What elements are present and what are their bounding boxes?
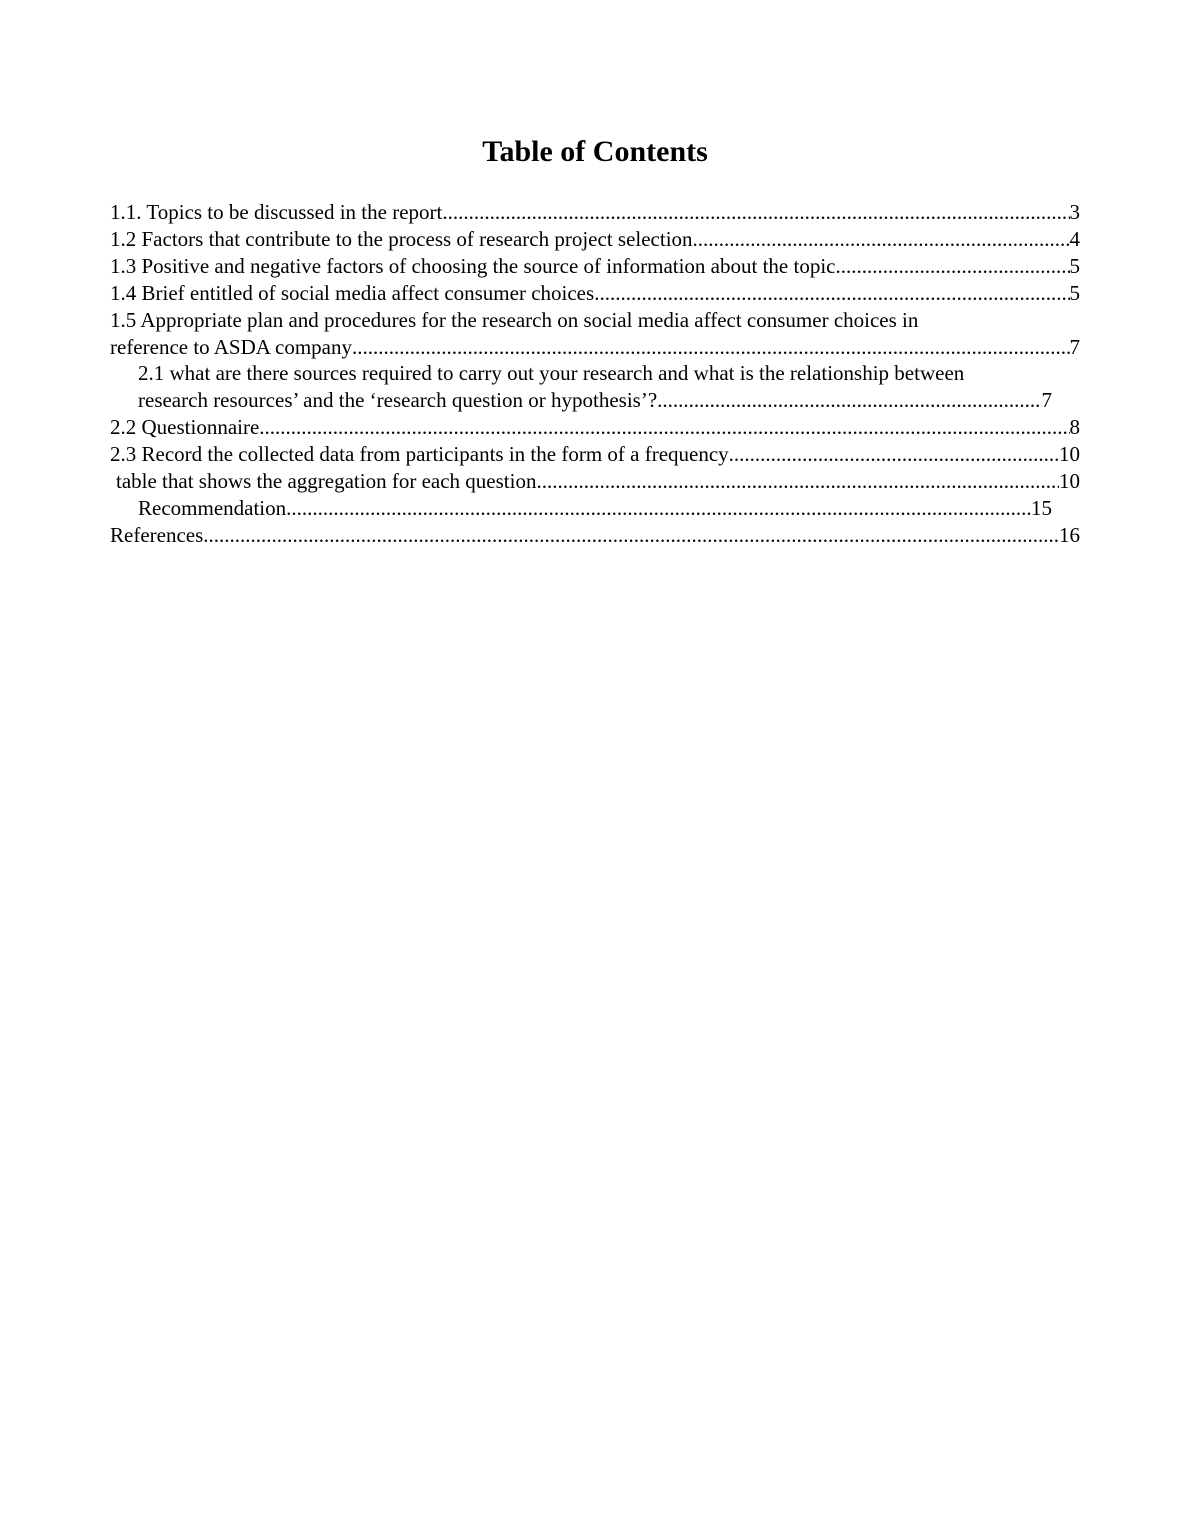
dot-leader — [286, 495, 1031, 522]
toc-entry-text: References — [110, 522, 204, 547]
dot-leader — [259, 414, 1069, 441]
toc-entry-text: 1.1. Topics to be discussed in the report — [110, 200, 443, 224]
toc-entry-2-3[interactable] — [110, 441, 1080, 468]
toc-page-number: 16 — [1059, 522, 1080, 547]
dot-leader — [352, 334, 1069, 361]
dot-leader — [835, 253, 1069, 280]
toc-entry-text: Recommendation — [138, 495, 287, 520]
toc-page-number: 7 — [1069, 334, 1080, 359]
toc-page-number: 15 — [1031, 495, 1052, 520]
toc-entry-text: 2.3 Record the collected data from participants in the form of a frequency — [110, 442, 729, 467]
toc-entry-text: 1.4 Brief entitled of social media affect consumer choices — [110, 280, 595, 305]
toc-entry-1-1[interactable] — [110, 199, 1080, 226]
toc-entry-1-4[interactable] — [110, 280, 1080, 307]
toc-entry-references[interactable] — [110, 522, 1080, 549]
toc-page-number: 5 — [1069, 280, 1080, 305]
dot-leader — [657, 387, 1041, 414]
toc-entry-text: reference to ASDA company — [110, 334, 353, 359]
toc-entry-aggregation-table[interactable] — [110, 468, 1080, 495]
toc-page-number: 8 — [1069, 415, 1080, 440]
dot-leader — [203, 522, 1059, 549]
toc-page-number: 5 — [1069, 253, 1080, 278]
dot-leader — [693, 226, 1070, 253]
toc-page-number: 10 — [1059, 469, 1080, 494]
page-title: Table of Contents — [482, 135, 708, 168]
toc-entry-text: 1.5 Appropriate plan and procedures for the research on social media affect consumer choices in — [110, 307, 919, 332]
toc-entry-text: 2.2 Questionnaire — [110, 415, 260, 440]
toc-entry-text: table that shows the aggregation for each question — [116, 469, 537, 494]
toc-page-number: 4 — [1069, 226, 1080, 251]
dot-leader — [536, 468, 1059, 495]
toc-entry-1-5[interactable] — [110, 307, 1080, 361]
toc-page-number: 3 — [1069, 200, 1080, 224]
toc-entry-2-1[interactable] — [110, 360, 1080, 414]
dot-leader — [442, 199, 1069, 226]
table-of-contents — [110, 199, 1080, 549]
toc-page-number: 10 — [1059, 442, 1080, 467]
toc-entry-text: 1.3 Positive and negative factors of choosing the source of information about the topic — [110, 253, 836, 278]
dot-leader — [729, 441, 1059, 468]
toc-entry-text: 2.1 what are there sources required to carry out your research and what is the relationship between — [138, 361, 965, 386]
dot-leader — [594, 280, 1069, 307]
toc-page-number: 7 — [1041, 388, 1052, 413]
toc-entry-recommendation[interactable] — [110, 495, 1080, 522]
toc-entry-text: 1.2 Factors that contribute to the process of research project selection — [110, 226, 693, 251]
toc-entry-1-3[interactable] — [110, 253, 1080, 280]
toc-entry-1-2[interactable] — [110, 226, 1080, 253]
toc-entry-2-2[interactable] — [110, 414, 1080, 441]
toc-entry-text: research resources’ and the ‘research question or hypothesis’? — [138, 388, 658, 413]
